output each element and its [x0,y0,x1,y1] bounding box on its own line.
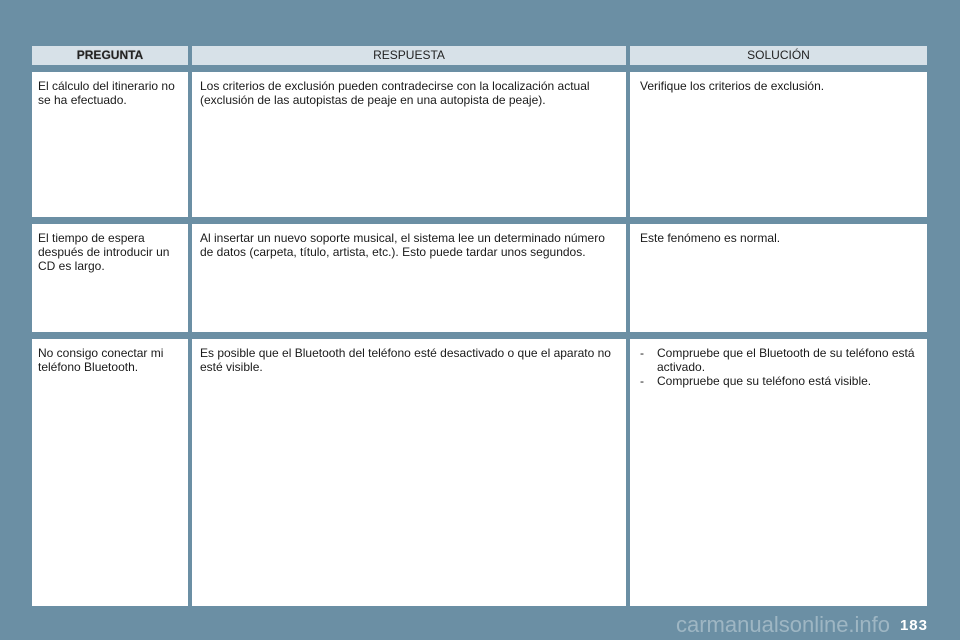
row-1-pregunta: El cálculo del itinerario no se ha efectuado. [32,72,188,217]
solution-item: - Compruebe que su teléfono está visible. [640,374,917,388]
solution-item: - Compruebe que el Bluetooth de su teléfono está activado. [640,346,917,374]
row-1-respuesta: Los criterios de exclusión pueden contradecirse con la localización actual (exclusión de las autopistas de peaje en una autopista de peaje). [192,72,626,217]
watermark: carmanualsonline.info [676,612,891,637]
row-1-solucion: Verifique los criterios de exclusión. [630,72,927,217]
row-3-pregunta: No consigo conectar mi teléfono Bluetooth. [32,339,188,606]
row-2-solucion: Este fenómeno es normal. [630,224,927,332]
header-solucion: SOLUCIÓN [630,46,927,65]
header-pregunta: PREGUNTA [32,46,188,65]
row-2-pregunta: El tiempo de espera después de introducir un CD es largo. [32,224,188,332]
row-3-respuesta: Es posible que el Bluetooth del teléfono esté desactivado o que el aparato no esté visible. [192,339,626,606]
row-2-respuesta: Al insertar un nuevo soporte musical, el sistema lee un determinado número de datos (carpeta, título, artista, etc.). Esto puede tardar unos segundos. [192,224,626,332]
page-number: 183 [899,617,928,634]
header-respuesta: RESPUESTA [192,46,626,65]
row-3-solucion [630,339,927,606]
solution-list [640,346,917,388]
